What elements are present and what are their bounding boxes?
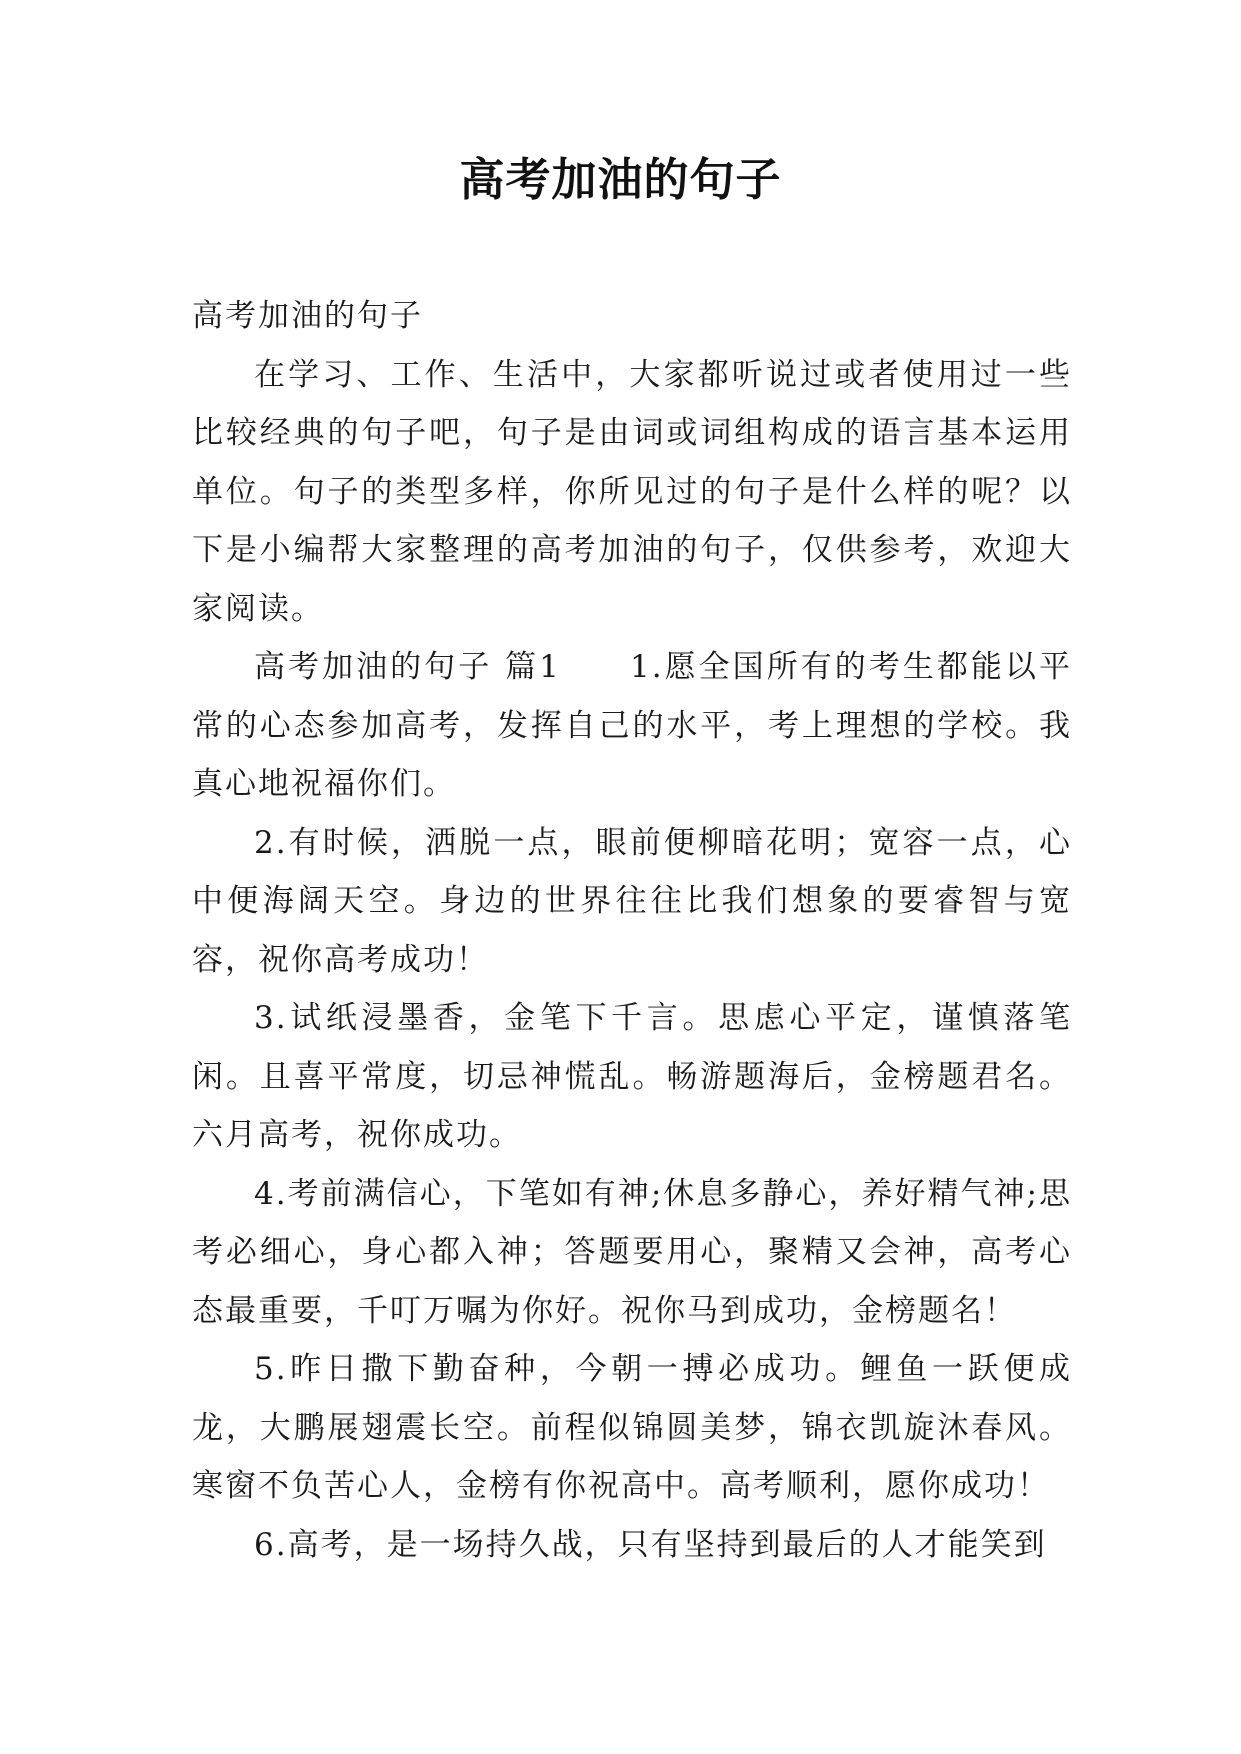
document-title: 高考加油的句子 — [459, 153, 782, 206]
paragraph-item-2: 2.有时候，洒脱一点，眼前便柳暗花明；宽容一点，心中便海阔天空。身边的世界往往比我们想象的要睿智与宽容，祝你高考成功！ — [192, 824, 1072, 978]
paragraph-intro: 在学习、工作、生活中，大家都听说过或者使用过一些比较经典的句子吧，句子是由词或词组构成的语言基本运用单位。句子的类型多样，你所见过的句子是什么样的呢？以下是小编帮大家整理的高考加油的句子，仅供参考，欢迎大家阅读。 — [192, 356, 1072, 627]
paragraph-item-1: 高考加油的句子 篇1 1.愿全国所有的考生都能以平常的心态参加高考，发挥自己的水平，考上理想的学校。我真心地祝福你们。 — [192, 649, 1072, 802]
document-subtitle: 高考加油的句子 — [192, 298, 423, 334]
paragraph-item-3: 3.试纸浸墨香，金笔下千言。思虑心平定，谨慎落笔闲。且喜平常度，切忌神慌乱。畅游题海后，金榜题君名。六月高考，祝你成功。 — [192, 1000, 1072, 1153]
paragraph-item-5: 5.昨日撒下勤奋种，今朝一搏必成功。鲤鱼一跃便成龙，大鹏展翅震长空。前程似锦圆美梦，锦衣凯旋沐春风。寒窗不负苦心人，金榜有你祝高中。高考顺利，愿你成功！ — [192, 1351, 1072, 1504]
document-body — [192, 287, 1072, 1574]
paragraph-item-4: 4.考前满信心，下笔如有神;休息多静心，养好精气神;思考必细心，身心都入神；答题要用心，聚精又会神，高考心态最重要，千叮万嘱为你好。祝你马到成功，金榜题名！ — [192, 1175, 1072, 1329]
paragraph-item-6: 6.高考，是一场持久战，只有坚持到最后的人才能笑到 — [254, 1526, 1047, 1563]
